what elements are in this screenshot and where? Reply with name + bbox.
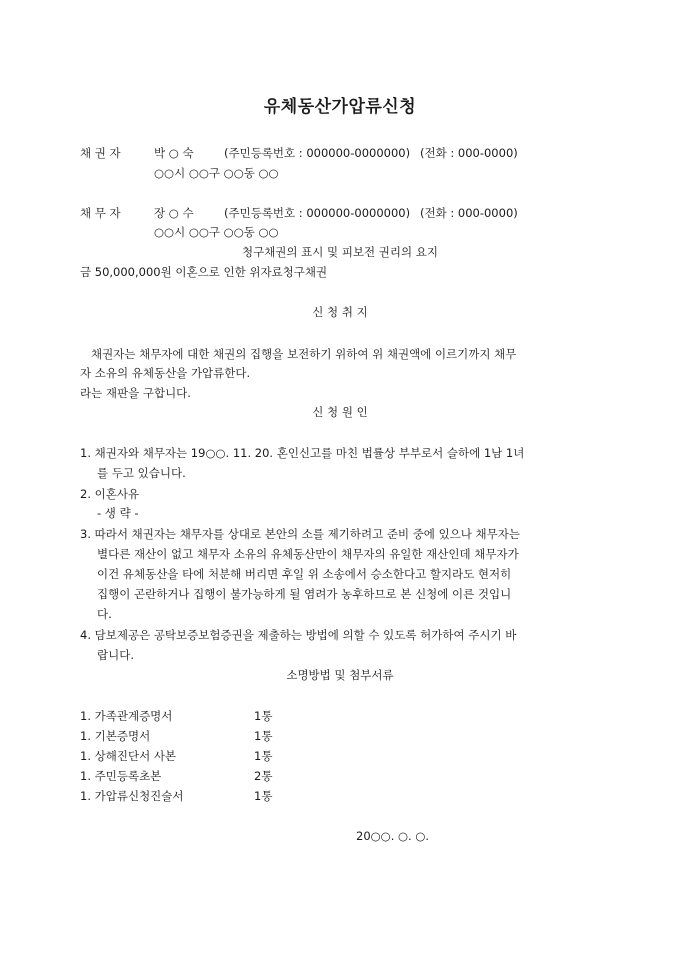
creditor-phone: (전화 : 000-0000): [420, 146, 518, 160]
purpose-line-3: 라는 재판을 구합니다.: [80, 386, 191, 400]
reason-3-line-3: 이건 유체동산을 타에 처분해 버리면 후일 위 소송에서 승소한다고 할지라도 현저히: [97, 567, 512, 581]
purpose-line-2: 자 소유의 유체동산을 가압류한다.: [80, 366, 251, 380]
debtor-name: 장 ○ 수: [154, 206, 194, 220]
evidence-item-name: 1. 가족관계증명서: [80, 709, 173, 723]
claim-heading: 청구채권의 표시 및 피보전 권리의 요지: [241, 245, 439, 259]
evidence-item-name: 1. 상해진단서 사본: [80, 749, 177, 763]
purpose-line-1: 채권자는 채무자에 대한 채권의 집행을 보전하기 위하여 위 채권액에 이르기까지 채무: [91, 347, 517, 361]
evidence-item-qty: 1통: [254, 709, 273, 723]
debtor-address: ○○시 ○○구 ○○동 ○○: [154, 225, 279, 239]
document-title: 유체동산가압류신청: [263, 97, 417, 117]
reason-3-line-5: 다.: [97, 607, 112, 621]
reason-2: 2. 이혼사유: [80, 487, 140, 501]
reason-3-line-2: 별다른 재산이 없고 채무자 소유의 유체동산만이 채무자의 유일한 재산인데 채무자가: [97, 547, 519, 561]
reasons-heading: 신 청 원 인: [312, 405, 368, 419]
evidence-item-qty: 1통: [254, 749, 273, 763]
purpose-heading: 신 청 취 지: [312, 305, 368, 319]
evidence-item-name: 1. 주민등록초본: [80, 769, 162, 783]
creditor-name: 박 ○ 숙: [154, 146, 194, 160]
reason-1-line-1: 1. 채권자와 채무자는 19○○. 11. 20. 혼인신고를 마친 법률상 부부로서 슬하에 1남 1녀: [80, 446, 525, 460]
reason-1-line-2: 를 두고 있습니다.: [97, 466, 186, 480]
debtor-label: 채 무 자: [80, 206, 121, 220]
reason-4-line-1: 4. 담보제공은 공탁보증보험증권을 제출하는 방법에 의할 수 있도록 허가하여 주시기 바: [80, 628, 517, 642]
evidence-item-qty: 2통: [254, 769, 273, 783]
reason-3-line-1: 3. 따라서 채권자는 채무자를 상대로 본안의 소를 제기하려고 준비 중에 있으나 채무자는: [80, 527, 520, 541]
evidence-item-name: 1. 기본증명서: [80, 729, 151, 743]
filing-date: 20○○. ○. ○.: [356, 829, 430, 843]
evidence-heading: 소명방법 및 첨부서류: [286, 668, 394, 682]
evidence-item-qty: 1통: [254, 729, 273, 743]
debtor-id: (주민등록번호 : 000000-0000000): [224, 206, 411, 220]
creditor-label: 채 권 자: [80, 146, 121, 160]
evidence-item-qty: 1통: [254, 789, 273, 803]
evidence-item-name: 1. 가압류신청진술서: [80, 789, 184, 803]
creditor-address: ○○시 ○○구 ○○동 ○○: [154, 166, 279, 180]
claim-text: 금 50,000,000원 이혼으로 인한 위자료청구채권: [80, 265, 328, 279]
reason-4-line-2: 랍니다.: [97, 648, 134, 662]
creditor-id: (주민등록번호 : 000000-0000000): [224, 146, 411, 160]
reason-2-omitted: - 생 략 -: [97, 506, 139, 520]
debtor-phone: (전화 : 000-0000): [420, 206, 518, 220]
reason-3-line-4: 집행이 곤란하거나 집행이 불가능하게 될 염려가 농후하므로 본 신청에 이른 것입니: [97, 587, 512, 601]
